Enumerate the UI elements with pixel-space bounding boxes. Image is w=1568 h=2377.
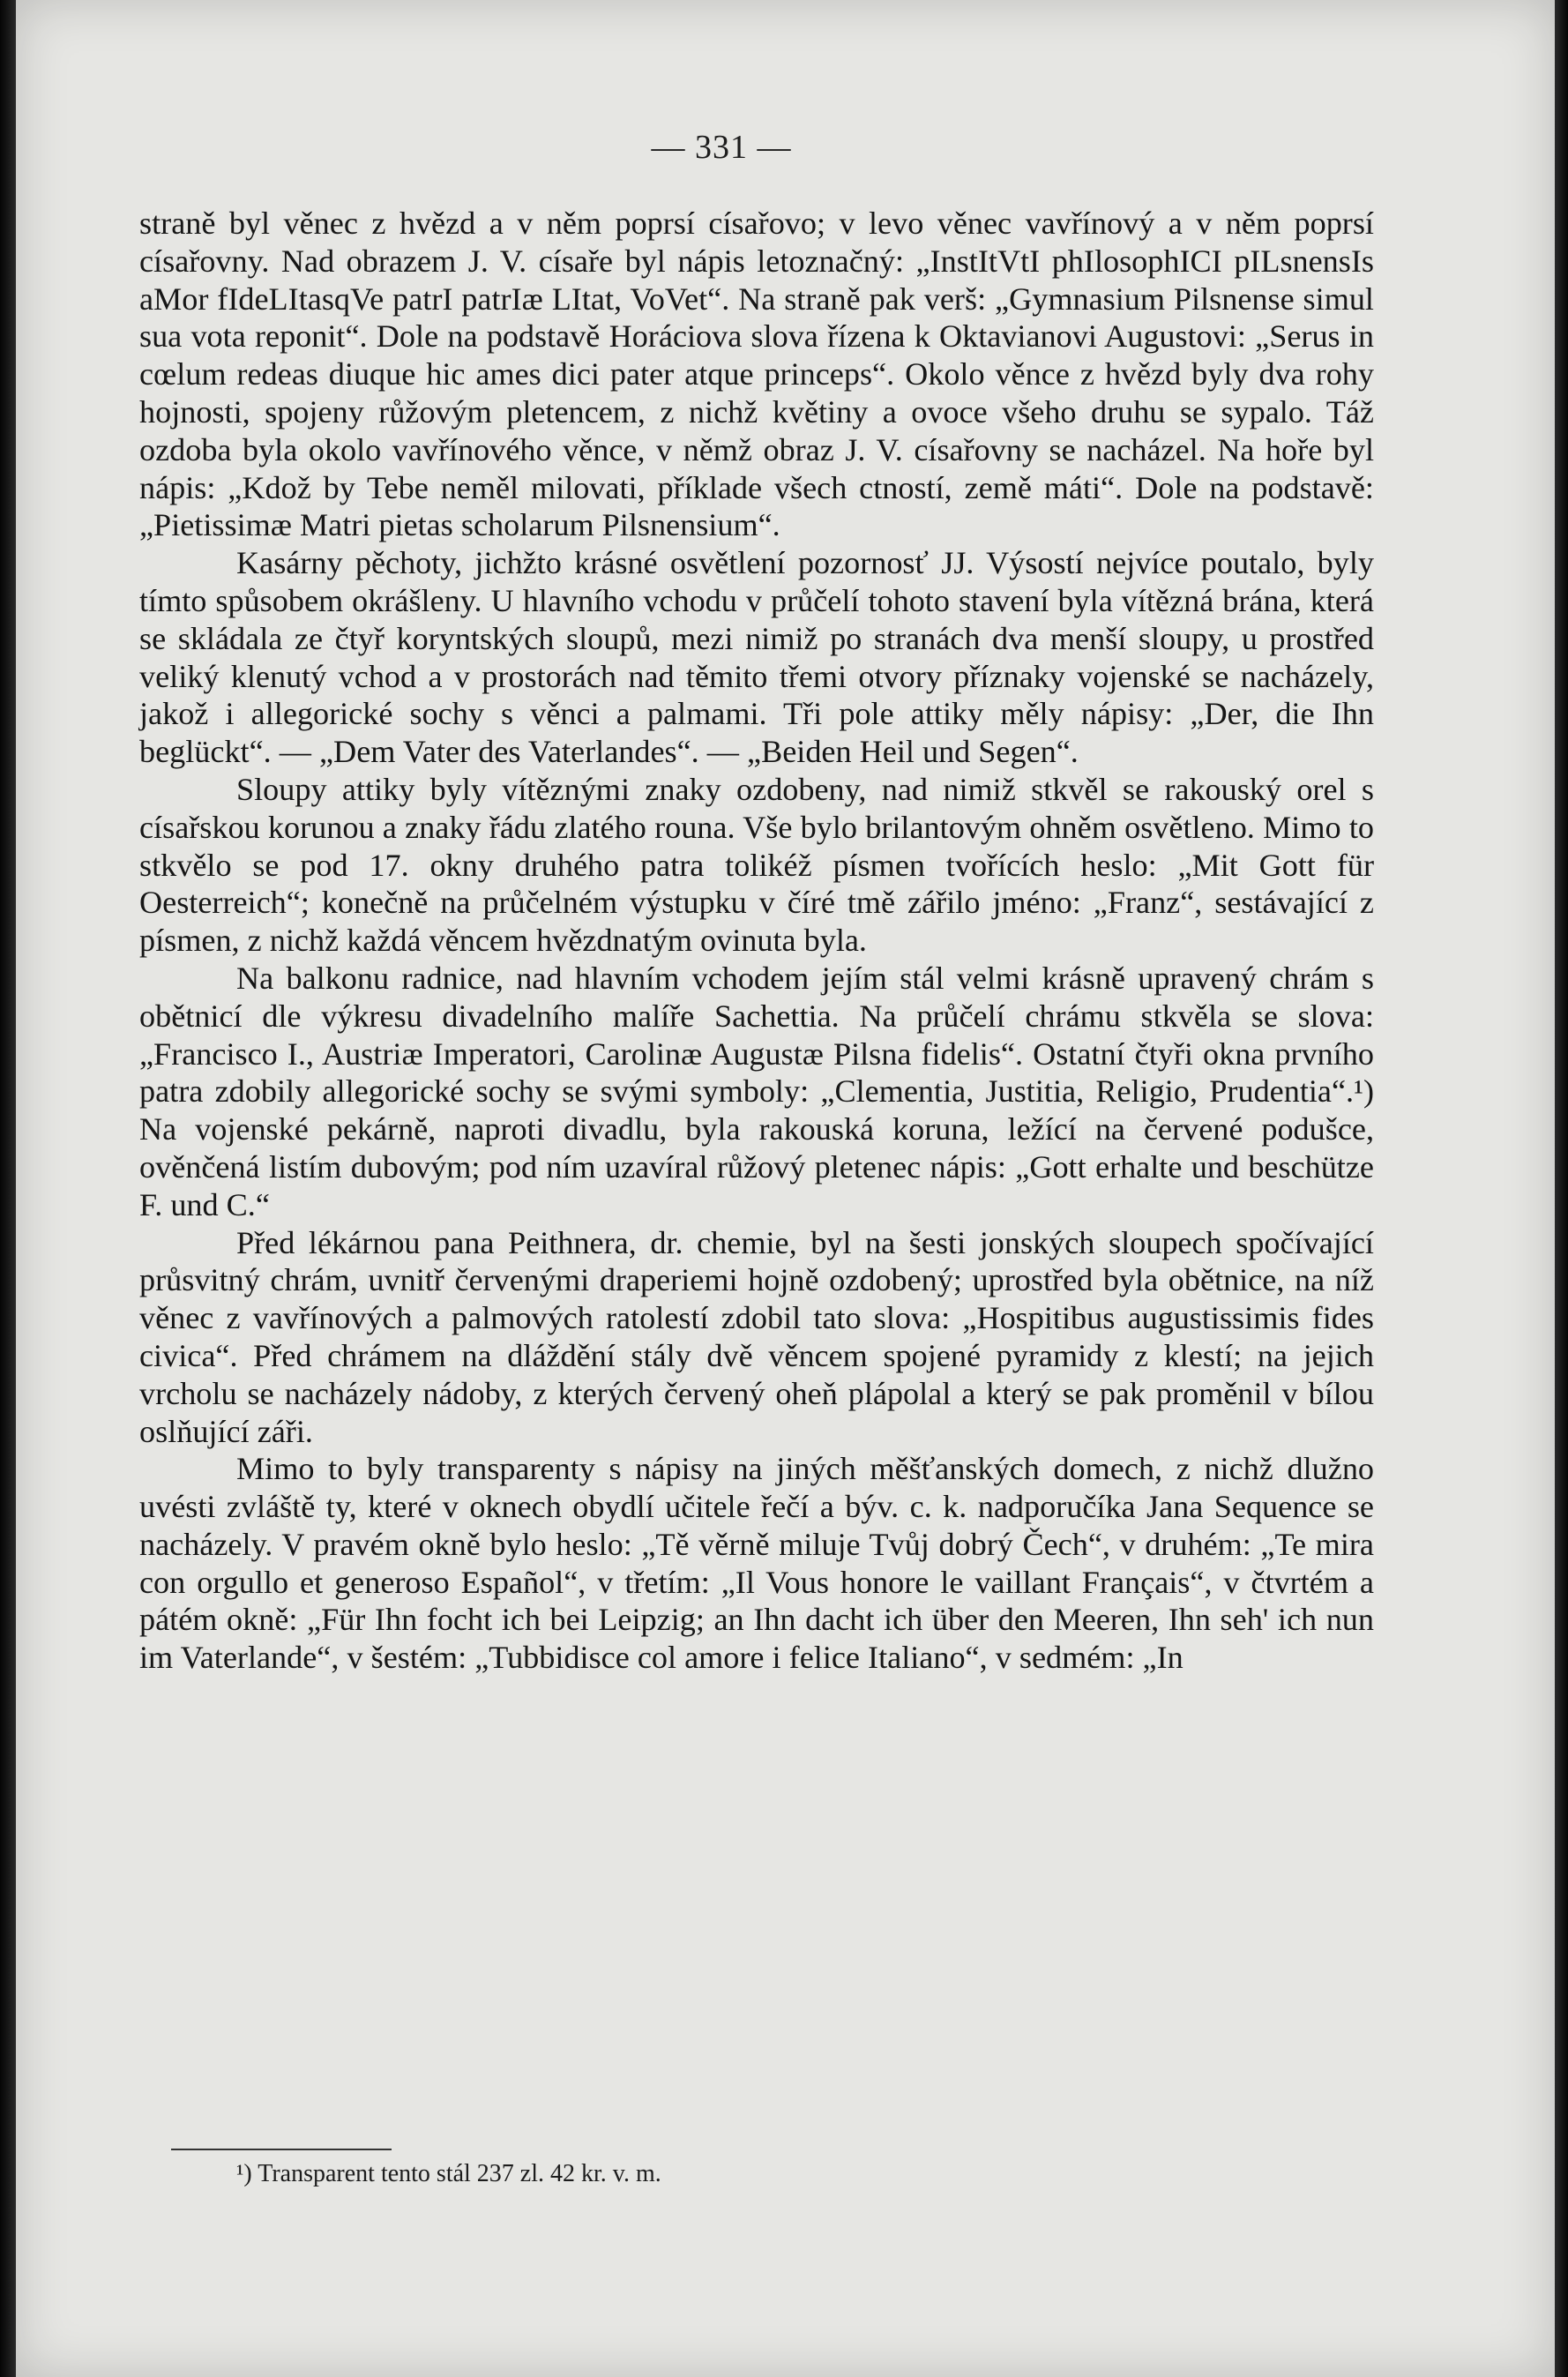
paragraph-5: Před lékárnou pana Peithnera, dr. chemie, byl na šesti jonských sloupech spočívající průsvitný chrám, uvnitř červenými draperiemi hojně ozdobený; uprostřed byla obětnice, na níž věnec z vavřínových a palmových ratolestí zdobil tato slova: „Hospitibus augustissimis fides civica“. Před chrámem na dláždění stály dvě věncem spojené pyramidy z klestí; na jejich vrcholu se nacházely nádoby, z kterých červený oheň plápolal a který se pak proměnil v bílou oslňující záři. bbox=[139, 1224, 1374, 1449]
paragraph-1: straně byl věnec z hvězd a v něm poprsí císařovo; v levo věnec vavřínový a v něm poprsí císařovny. Nad obrazem J. V. císaře byl nápis letoznačný: „InstItVtI phIlosophICI pILsnensIs aMor fIdeLItasqVe patrI patrIæ LItat, VoVet“. Na straně pak verš: „Gymnasium Pilsnense simul sua vota reponit“. Dole na podstavě Horáciova slova řízena k Oktavianovi Augustovi: „Serus in cœlum redeas diuque hic ames dici pater atque princeps“. Okolo věnce z hvězd byly dva rohy hojnosti, spojeny růžovým pletencem, z nichž květiny a ovoce všeho druhu se sypalo. Táž ozdoba byla okolo vavřínového věnce, v němž obraz J. V. císařovny se nacházel. Na hoře byl nápis: „Kdož by Tebe neměl milovati, příklade všech ctností, země máti“. Dole na podstavě: „Pietissimæ Matri pietas scholarum Pilsnensium“. bbox=[139, 206, 1374, 543]
scan-edge-right bbox=[1555, 0, 1568, 2377]
paragraph-6: Mimo to byly transparenty s nápisy na jiných měšťanských domech, z nichž dlužno uvésti zvláště ty, které v oknech obydlí učitele řečí a býv. c. k. nadporučíka Jana Sequence se nacházely. V pravém okně bylo heslo: „Tě věrně miluje Tvůj dobrý Čech“, v druhém: „Te mira con orgullo et generoso Español“, v třetím: „Il Vous honore le vaillant Français“, v čtvrtém a pátém okně: „Für Ihn focht ich bei Leipzig; an Ihn dacht ich über den Meeren, Ihn seh' ich nun im Vaterlande“, v šestém: „Tubbidisce col amore i felice Italiano“, v sedmém: „In bbox=[139, 1451, 1374, 1676]
book-page bbox=[16, 0, 1555, 2377]
footnote-divider bbox=[171, 2149, 392, 2150]
scan-edge-left bbox=[0, 0, 16, 2377]
paragraph-4: Na balkonu radnice, nad hlavním vchodem jejím stál velmi krásně upravený chrám s obětnicí dle výkresu divadelního malíře Sachettia. Na průčelí chrámu stkvěla se slova: „Francisco I., Austriæ Imperatori, Carolinæ Augustæ Pilsna fidelis“. Ostatní čtyři okna prvního patra zdobily allegorické sochy se svými symboly: „Clementia, Justitia, Religio, Prudentia“.¹) Na vojenské pekárně, naproti divadlu, byla rakouská koruna, ležící na červené podušce, ověnčená listím dubovým; pod ním uzavíral růžový pletenec nápis: „Gott erhalte und beschütze F. und C.“ bbox=[139, 960, 1374, 1222]
paragraph-3: Sloupy attiky byly vítěznými znaky ozdobeny, nad nimiž stkvěl se rakouský orel s císařskou korunou a znaky řádu zlatého rouna. Vše bylo brilantovým ohněm osvětleno. Mimo to stkvělo se pod 17. okny druhého patra tolikéž písmen tvořících heslo: „Mit Gott für Oesterreich“; konečně na průčelném výstupku v číré tmě zářilo jméno: „Franz“, sestávající z písmen, z nichž každá věncem hvězdnatým ovinuta byla. bbox=[139, 771, 1374, 959]
body-text bbox=[139, 205, 1374, 1677]
footnote: ¹) Transparent tento stál 237 zl. 42 kr. v. m. bbox=[236, 2160, 661, 2187]
paragraph-2: Kasárny pěchoty, jichžto krásné osvětlení pozornosť JJ. Výsostí nejvíce poutalo, byly tímto spůsobem okrášleny. U hlavního vchodu v průčelí tohoto stavení byla vítězná brána, která se skládala ze čtyř koryntských sloupů, mezi nimiž po stranách dva menší sloupy, u prostřed veliký klenutý vchod a v prostorách nad těmito třemi otvory příznaky vojenské se nacházely, jakož i allegorické sochy s věnci a palmami. Tři pole attiky měly nápisy: „Der, die Ihn beglückt“. — „Dem Vater des Vaterlandes“. — „Beiden Heil und Segen“. bbox=[139, 545, 1374, 770]
page-number: — 331 — bbox=[651, 129, 792, 166]
